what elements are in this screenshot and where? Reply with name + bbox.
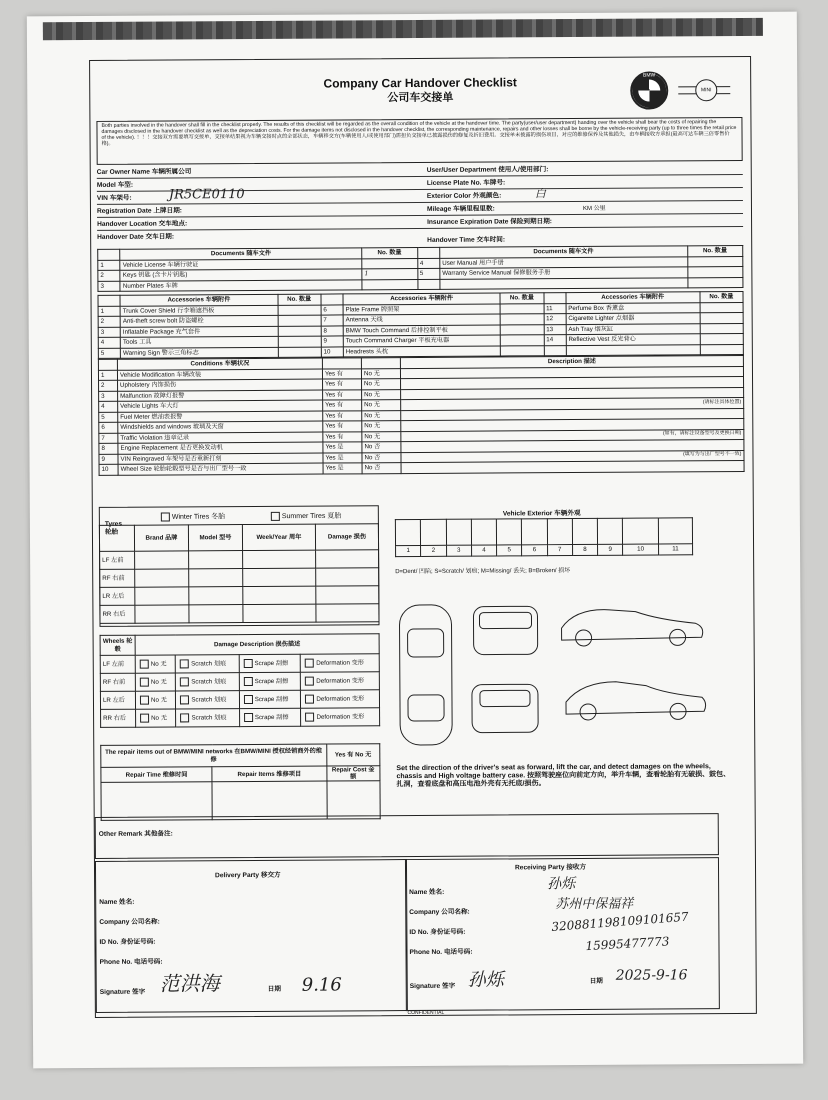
scan-edge-band xyxy=(43,18,763,40)
receiving-date-label: 日期 xyxy=(589,977,603,985)
tyres-title: Tyres 轮胎 xyxy=(104,520,123,536)
winter-tires-checkbox[interactable]: Winter Tires 冬胎 xyxy=(159,512,225,522)
documents-header: Documents 随车文件 xyxy=(120,248,362,260)
bmw-logo-icon: BMW xyxy=(630,71,668,109)
delivery-name-label: Name 姓名: xyxy=(99,898,135,906)
delivery-id-label: ID No. 身份证号码: xyxy=(99,938,156,946)
receiving-company-label: Company 公司名称: xyxy=(409,908,470,917)
location-label: Handover Location 交车地点: xyxy=(97,220,188,228)
delivery-date-label: 日期 xyxy=(267,985,281,993)
mini-logo-icon: MINI xyxy=(678,79,732,99)
insurance-label: Insurance Expiration Date 保险到期日期: xyxy=(427,218,553,226)
delivery-company-label: Company 公司名称: xyxy=(99,918,160,926)
color-value: 白 xyxy=(534,187,546,201)
receiving-date: 2025-9-16 xyxy=(615,967,688,984)
damage-legend: D=Dent/ 凹陷; S=Scratch/ 划痕; M=Missing/ 丢失; B=Broken/ 损坏 xyxy=(395,568,571,576)
car-lift-note: Set the direction of the driver's seat as forward, lift the car, and detect damages on the wheels, chassis and High voltage battery case. 按照驾驶座位向前定方向，举升车辆，查看轮胎有无破损、鼓包、扎洞，查看底盘和高压电池外壳有无托底/损伤。 xyxy=(396,763,731,789)
plate-label: License Plate No. 车牌号: xyxy=(426,179,506,187)
delivery-title: Delivery Party 移交方 xyxy=(215,871,281,880)
documents-table: Documents 随车文件 No. 数量 Documents 随车文件 No. 数量 1 Vehicle License 车辆行驶证 4 User Manual 用户手册 2 Keys 钥匙 (含卡片钥匙) 1 5 Warranty Service Manual 保修服务手册 3 Number Plates 车牌 xyxy=(97,245,743,292)
exterior-grid: 1 2 3 4 5 6 7 8 9 10 11 xyxy=(395,517,693,556)
delivery-date: 9.16 xyxy=(301,974,342,996)
notice-box: Both parties involved in the handover shall fill in the checklist properly. The results of this checklist will be regarded as the overall condition of the vehicle at the handover time. The party(user/user department) handing over the vehicle shall bear the costs of repairing the damages disclosed in the handover checklist as well as the depreciation costs. For the damage items not disclosed in the handover checklist, the corresponding maintenance, repairs and other losses shall be borne by the vehicle-receiving party (up to three times the retail price of the vehicle). ！！！交接双方需要填写交接单，交接单结果视为车辆交接时点的全部状态，车辆移交方(车辆使用人/或使用部门)需担负交接单已披露损伤的修复及折旧费用。交接单未披露的损伤项目，对应的维修保养及其他损失，由车辆接收方承担(最高可达车辆三倍零售价格)。 xyxy=(96,117,742,165)
conditions-table: Conditions 车辆状况 Description 描述 1 Vehicle Modification 车辆改装 Yes 有 No 无 2 Upholstery 内饰损伤 Yes 有 No 无 3 Malfunction 故障灯报警 Yes 有 No 无 4 Vehicle Lights 车大灯 Yes 有 No 无 (请标注具体位置) 5 Fuel Meter 燃油表报警 Yes 有 No 无 6 Windshields and windows 玻璃及天窗 Yes 有 No 无 7 Traffic Violation 违章记录 Yes 有 No 无 (如有，请标注设备型号及更换日期) 8 Engine Replacement 是否更换发动机 Yes 是 No 否 9 VIN Reingraved 车架号是否重新打刻 Yes 是 No 否 (填写为与出厂型号不一致) 10 Wheel Size 轮胎轮毂型号是否与出厂型号一致 Yes 是 No 否 xyxy=(98,355,745,475)
model-label: Model 车型: xyxy=(96,181,134,189)
delivery-signature-label: Signature 签字 xyxy=(99,988,146,996)
handover-time-label: Handover Time 交车时间: xyxy=(427,236,506,244)
user-label: User/User Department 使用人/使用部门: xyxy=(426,166,549,174)
vin-label: VIN 车架号: xyxy=(96,194,132,202)
receiving-phone: 15995477773 xyxy=(585,934,670,954)
handover-form xyxy=(89,56,757,1018)
receiving-id: 320881198109101657 xyxy=(550,909,690,934)
delivery-signature: 范洪海 xyxy=(159,971,220,996)
wheels-table: Wheels 轮毂 Damage Description 损伤描述 LF 左前 No 无 Scratch 划痕 Scrape 刮擦 Deformation 变形 RF 右前 No 无 Scratch 划痕 Scrape 刮擦 Deformation 变形 LR 左后 No 无 Scratch 划痕 Scrape 刮擦 Deformation 变形 RR 右后 No 无 Scratch 划痕 Scrape 刮擦 Deformation 变形 xyxy=(100,633,381,728)
exterior-color-label: Exterior Color 外观颜色: xyxy=(426,192,502,200)
handover-date-label: Handover Date 交车日期: xyxy=(97,233,175,241)
remark-label: Other Remark 其他备注: xyxy=(98,830,173,838)
tyres-table: Brand 品牌 Model 型号 Week/Year 周年 Damage 损伤 LF 左前 RF 右前 LR 左后 RR 右后 xyxy=(99,523,380,624)
form-title: Company Car Handover Checklist xyxy=(323,75,517,91)
remark-box xyxy=(95,813,719,859)
receiving-title: Receiving Party 接收方 xyxy=(514,863,587,872)
receiving-company: 苏州中保福祥 xyxy=(555,896,634,913)
mileage-label: Mileage 车辆里程里数: xyxy=(426,205,495,213)
accessories-table: Accessories 车辆附件 No. 数量 Accessories 车辆附件 No. 数量 Accessories 车辆附件 No. 数量 1 Trunk Cover Shield 行李箱遮挡板 6 Plate Frame 牌照架 11 Perfume Box 香薰盒 2 Anti-theft screw bolt 防盗螺栓 7 Antenna 天线 12 Cigarette Lighter 点烟器 3 Inflatable Package 充气套件 8 BMW Touch Command 后排控制平板 13 Ash Tray 烟灰缸 4 Tools 工具 9 Touch Command Charger 平板充电器 14 Reflective Vest 反光背心 5 Warning Sign 警示三角标志 10 Headrests 头枕 xyxy=(97,291,743,359)
receiving-name-label: Name 姓名: xyxy=(409,888,445,897)
receiving-signature-label: Signature 签字 xyxy=(409,982,456,991)
receiving-id-label: ID No. 身份证号码: xyxy=(409,928,466,937)
owner-name-label: Car Owner Name 车辆所属公司 xyxy=(96,168,192,176)
summer-tires-checkbox[interactable]: Summer Tires 夏胎 xyxy=(269,511,342,521)
receiving-name: 孙烁 xyxy=(547,876,576,893)
confidential-footer: CONFIDENTIAL xyxy=(407,1009,445,1017)
delivery-phone-label: Phone No. 电话号码: xyxy=(99,958,163,966)
checklist-sheet xyxy=(27,12,803,1069)
reg-date-label: Registration Date 上牌日期: xyxy=(96,207,183,215)
repair-table: The repair items out of BMW/MINI networks 在BMW/MINI 授权经销商外的维修 Yes 有 No 无 Repair Time 维修时间 Repair Items 维修项目 Repair Cost 金额 xyxy=(100,743,380,821)
form-title-cn: 公司车交接单 xyxy=(387,91,454,105)
km-label: KM 公里 xyxy=(582,205,606,212)
receiving-signature: 孙烁 xyxy=(467,969,504,991)
vin-value: JR5CE0110 xyxy=(168,187,245,203)
receiving-phone-label: Phone No. 电话号码: xyxy=(409,948,473,957)
car-diagram-icon xyxy=(395,597,736,759)
exterior-title: Vehicle Exterior 车辆外观 xyxy=(502,509,581,518)
